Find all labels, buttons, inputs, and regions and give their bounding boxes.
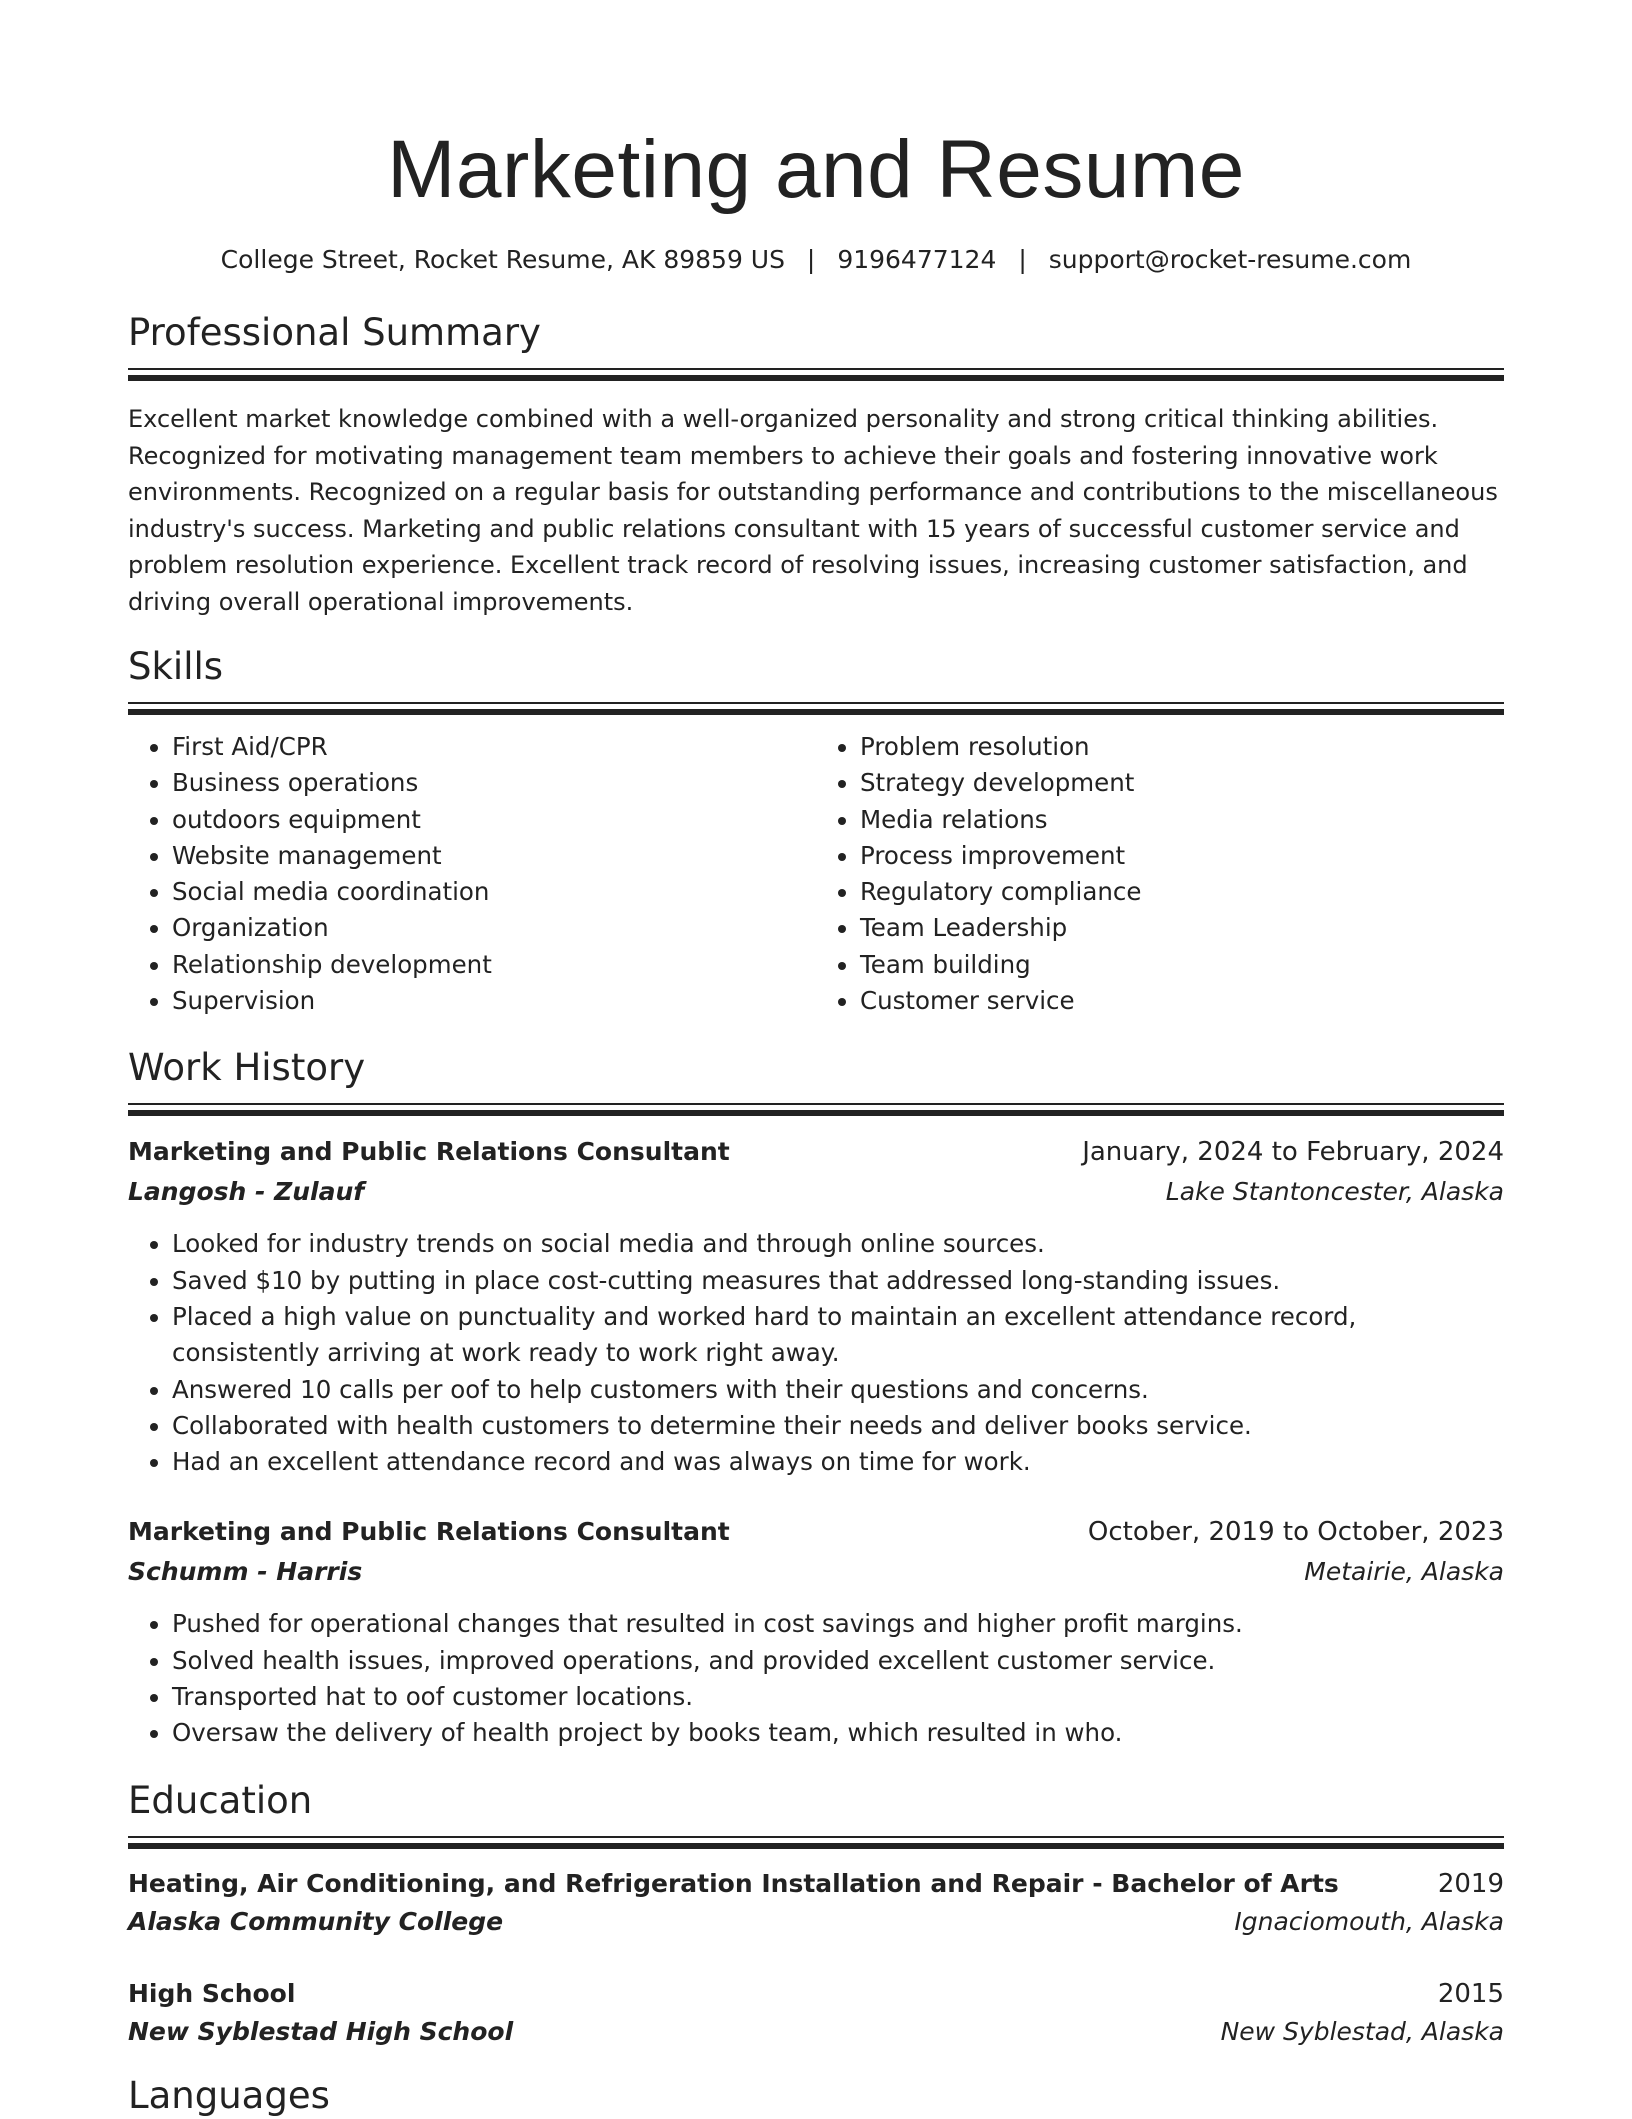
section-divider — [128, 1836, 1504, 1847]
job-entry — [128, 1132, 1504, 1480]
job-bullets — [128, 1606, 1504, 1751]
section-title-work: Work History — [128, 1046, 366, 1090]
education-location: Ignaciomouth, Alaska — [1234, 1906, 1504, 1936]
section-title-summary: Professional Summary — [128, 311, 541, 354]
skills-list-right — [816, 729, 1504, 1019]
skill-item: • Regulatory compliance — [860, 874, 1504, 910]
skill-item: • Supervision — [172, 983, 816, 1019]
education-header — [128, 1865, 1504, 1903]
skill-item: • Media relations — [860, 802, 1504, 838]
skills-columns — [128, 729, 1504, 1019]
skill-item: • First Aid/CPR — [172, 729, 816, 765]
job-bullet: • Solved health issues, improved operations, and provided excellent customer service. — [172, 1643, 1504, 1679]
skill-item: • Business operations — [172, 765, 816, 801]
job-bullet: • Had an excellent attendance record and was always on time for work. — [172, 1444, 1504, 1480]
education-header — [128, 1975, 1504, 2013]
skill-item: • outdoors equipment — [172, 802, 816, 838]
skill-item: • Team building — [860, 947, 1504, 983]
education-degree: Heating, Air Conditioning, and Refrigeration Installation and Repair - Bachelor of Arts — [128, 1868, 1339, 1898]
job-bullet: • Pushed for operational changes that resulted in cost savings and higher profit margins. — [172, 1606, 1504, 1642]
education-year: 2019 — [1437, 1868, 1504, 1899]
job-header — [128, 1132, 1504, 1172]
resume-page — [128, 0, 1504, 2119]
contact-phone: 9196477124 — [837, 245, 997, 274]
education-entry — [128, 1975, 1504, 2051]
job-company: Langosh - Zulauf — [128, 1177, 365, 1207]
education-subheader — [128, 2013, 1504, 2051]
job-bullet: • Answered 10 calls per oof to help customers with their questions and concerns. — [172, 1372, 1504, 1408]
education-subheader — [128, 1903, 1504, 1941]
job-dates: January, 2024 to February, 2024 — [1082, 1137, 1504, 1168]
job-bullets — [128, 1226, 1504, 1480]
skill-item: • Social media coordination — [172, 874, 816, 910]
education-degree: High School — [128, 1978, 296, 2008]
skill-item: • Customer service — [860, 983, 1504, 1019]
education-section — [128, 1778, 1504, 2051]
education-year: 2015 — [1437, 1978, 1504, 2009]
job-dates: October, 2019 to October, 2023 — [1087, 1517, 1504, 1548]
section-divider — [128, 368, 1504, 379]
job-company: Schumm - Harris — [128, 1557, 363, 1587]
job-subheader — [128, 1172, 1504, 1212]
job-entry — [128, 1512, 1504, 1751]
contact-address: College Street, Rocket Resume, AK 89859 US — [220, 245, 785, 274]
resume-name: Marketing and Resume — [387, 124, 1245, 215]
contact-separator: | — [1018, 245, 1027, 274]
skill-item: • Relationship development — [172, 947, 816, 983]
section-title-education: Education — [128, 1778, 313, 1822]
skills-list-left — [128, 729, 816, 1019]
skill-item: • Strategy development — [860, 765, 1504, 801]
job-title: Marketing and Public Relations Consultant — [128, 1137, 730, 1167]
education-entry — [128, 1865, 1504, 1941]
education-school: Alaska Community College — [128, 1906, 504, 1936]
section-divider — [128, 1103, 1504, 1114]
section-divider — [128, 702, 1504, 713]
education-location: New Syblestad, Alaska — [1220, 2016, 1504, 2046]
contact-separator: | — [806, 245, 816, 274]
job-bullet: • Looked for industry trends on social media and through online sources. — [172, 1226, 1504, 1262]
job-bullet: • Oversaw the delivery of health project by books team, which resulted in who. — [172, 1715, 1504, 1751]
skill-item: • Organization — [172, 910, 816, 946]
summary-section — [128, 310, 1504, 620]
job-bullet: • Saved $10 by putting in place cost-cutting measures that addressed long-standing issues. — [172, 1263, 1504, 1299]
job-subheader — [128, 1552, 1504, 1592]
skill-item: • Team Leadership — [860, 910, 1504, 946]
summary-text: Excellent market knowledge combined with a well-organized personality and strong critical thinking abilities. Recognized for motivating management team members to achieve their goals and fostering innovative work environments. Recognized on a regular basis for outstanding performance and contributions to the miscellaneous industry's success. Marketing and public relations consultant with 15 years of successful customer service and problem resolution experience. Excellent track record of resolving issues, increasing customer satisfaction, and driving overall operational improvements. — [128, 405, 1498, 616]
contact-email: support@rocket-resume.com — [1048, 245, 1412, 274]
work-section — [128, 1045, 1504, 1751]
job-title: Marketing and Public Relations Consultant — [128, 1517, 730, 1547]
skill-item: • Website management — [172, 838, 816, 874]
skill-item: • Process improvement — [860, 838, 1504, 874]
job-header — [128, 1512, 1504, 1552]
job-bullet: • Placed a high value on punctuality and worked hard to maintain an excellent attendance record, consistently arriving at work ready to work right away. — [172, 1299, 1504, 1372]
section-title-languages: Languages — [128, 2073, 330, 2117]
section-title-skills: Skills — [128, 645, 224, 688]
contact-line — [128, 244, 1504, 276]
skill-item: • Problem resolution — [860, 729, 1504, 765]
job-location: Metairie, Alaska — [1304, 1557, 1504, 1587]
job-location: Lake Stantoncester, Alaska — [1165, 1177, 1504, 1207]
skills-section — [128, 644, 1504, 1019]
job-bullet: • Collaborated with health customers to determine their needs and deliver books service. — [172, 1408, 1504, 1444]
job-bullet: • Transported hat to oof customer locations. — [172, 1679, 1504, 1715]
education-school: New Syblestad High School — [128, 2016, 514, 2046]
